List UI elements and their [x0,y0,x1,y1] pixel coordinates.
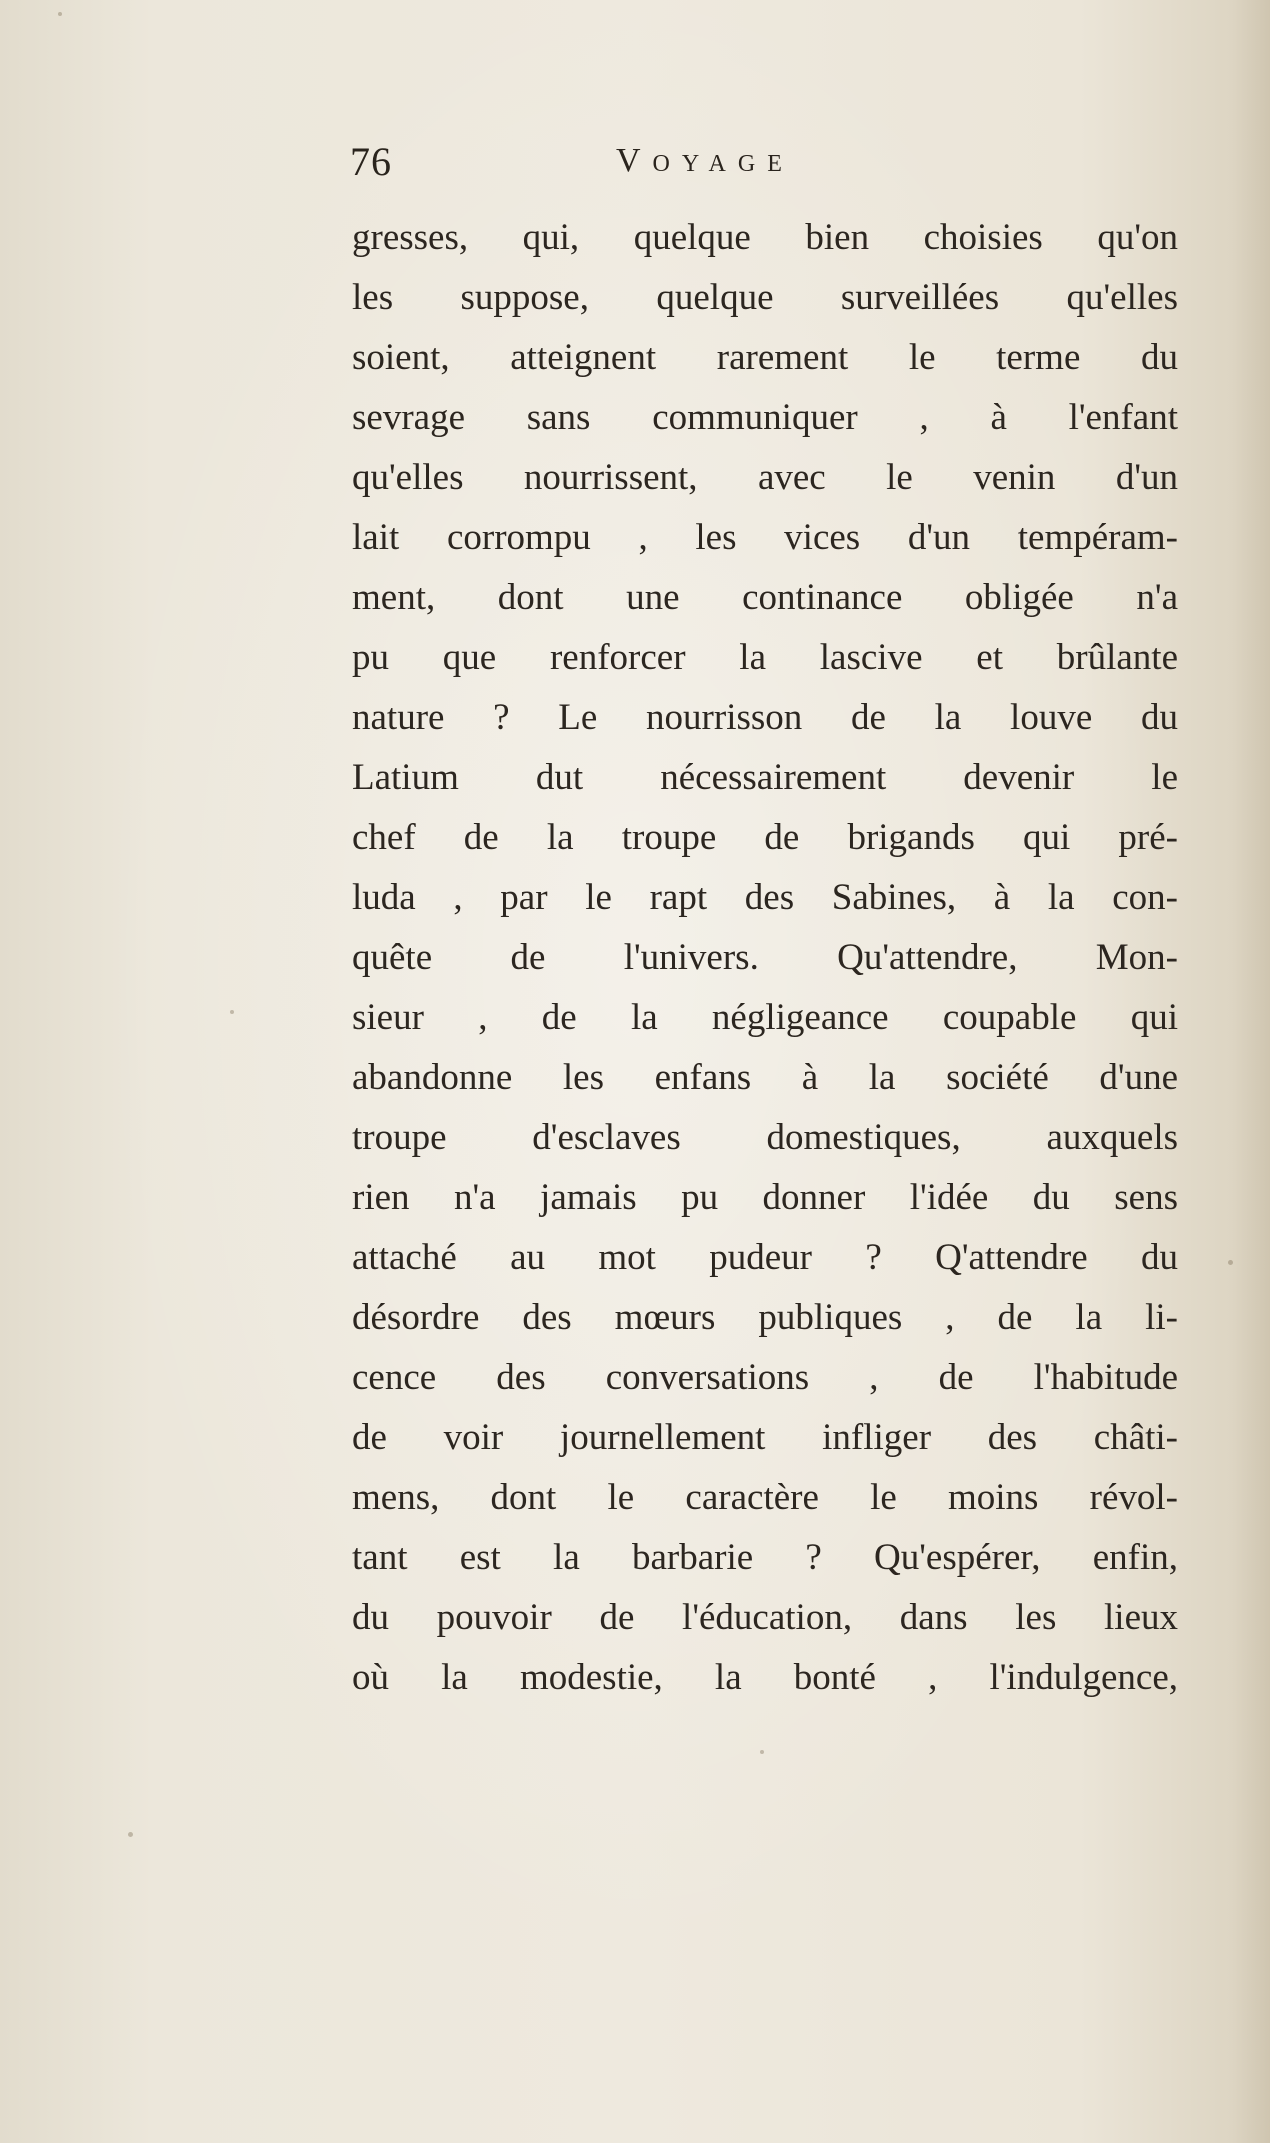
text-line: du pouvoir de l'éducation, dans les lieux [352,1597,1178,1638]
text-line: rien n'a jamais pu donner l'idée du sens [352,1177,1178,1218]
text-line: soient, atteignent rarement le terme du [352,337,1178,378]
text-line: qu'elles nourrissent, avec le venin d'un [352,457,1178,498]
paper-speck [230,1010,234,1014]
paper-speck [760,1750,764,1754]
text-line: attaché au mot pudeur ? Q'attendre du [352,1237,1178,1278]
text-line: Latium dut nécessairement devenir le [352,757,1178,798]
page-number: 76 [350,139,392,184]
text-line: lait corrompu , les vices d'un tempéram- [352,517,1178,558]
text-line: de voir journellement infliger des châti- [352,1417,1178,1458]
text-line: désordre des mœurs publiques , de la li- [352,1297,1178,1338]
text-line: tant est la barbarie ? Qu'espérer, enfin, [352,1537,1178,1578]
paper-speck [1228,1260,1233,1265]
paper-speck [58,12,62,16]
text-line: les suppose, quelque surveillées qu'elles [352,277,1178,318]
running-head: Voyage [616,142,794,179]
text-line: luda , par le rapt des Sabines, à la con- [352,877,1178,918]
text-line: pu que renforcer la lascive et brûlante [352,637,1178,678]
text-line: sieur , de la négligeance coupable qui [352,997,1178,1038]
text-line: mens, dont le caractère le moins révol- [352,1477,1178,1518]
text-line: chef de la troupe de brigands qui pré- [352,817,1178,858]
text-line: troupe d'esclaves domestiques, auxquels [352,1117,1178,1158]
text-line: cence des conversations , de l'habitude [352,1357,1178,1398]
text-line: quête de l'univers. Qu'attendre, Mon- [352,937,1178,978]
text-line: gresses, qui, quelque bien choisies qu'on [352,217,1178,258]
text-line: ment, dont une continance obligée n'a [352,577,1178,618]
page-header [350,138,1180,190]
paper-speck [128,1832,133,1837]
text-line: où la modestie, la bonté , l'indulgence, [352,1657,1178,1698]
body-text [352,208,1178,1708]
text-line: nature ? Le nourrisson de la louve du [352,697,1178,738]
text-line: sevrage sans communiquer , à l'enfant [352,397,1178,438]
text-line: abandonne les enfans à la société d'une [352,1057,1178,1098]
